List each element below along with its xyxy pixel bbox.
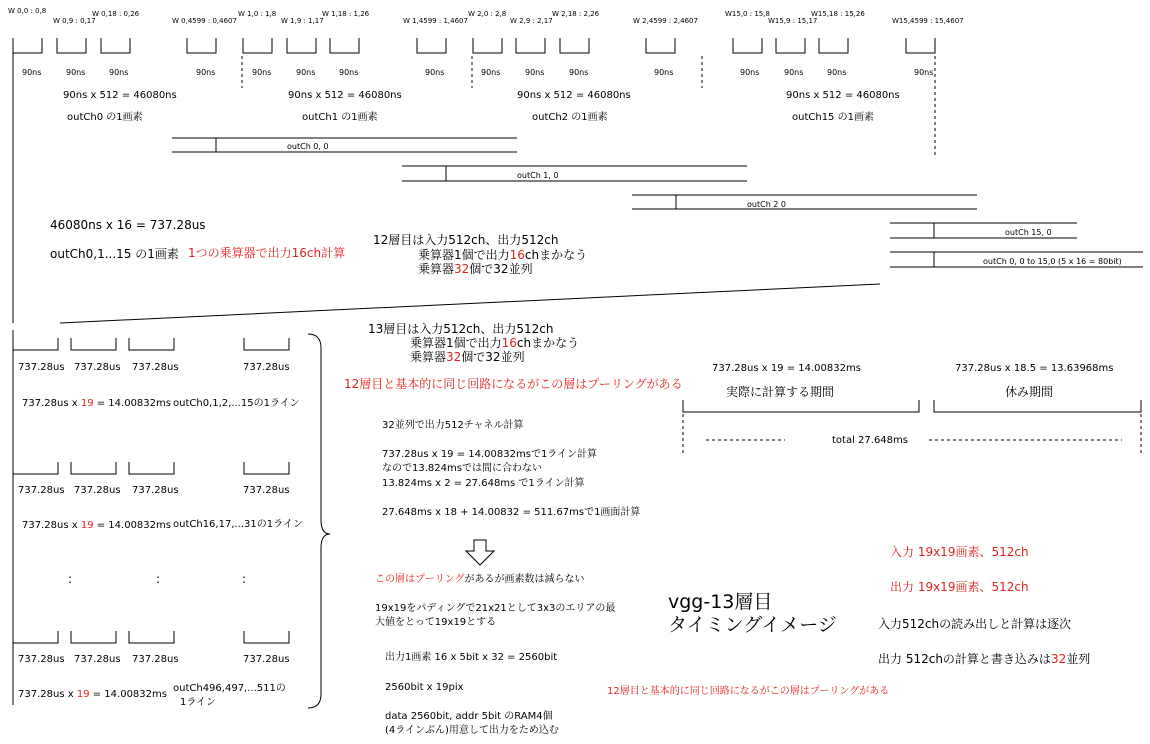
ellipsis-dots: :: [242, 572, 247, 586]
diagram-title-line-2: タイミングイメージ: [668, 614, 837, 636]
ns-label: 90ns: [296, 68, 316, 77]
output-parallel: 出力 512chの計算と書き込みは32並列: [878, 652, 1091, 666]
us-bracket: [13, 631, 58, 643]
rest-period: [934, 400, 1141, 412]
word-bracket: [243, 38, 272, 53]
layer13-line3: 乗算器32個で32並列: [410, 350, 525, 364]
compute-time: 737.28us x 19 = 14.00832ms: [712, 363, 861, 374]
us-bracket: [13, 462, 58, 474]
word-bracket: [473, 38, 502, 53]
ns-label: 90ns: [66, 68, 86, 77]
input-seq: 入力512chの読み出しと計算は逐次: [878, 617, 1072, 631]
bar-label: outCh 0, 0 to 15,0 (5 x 16 = 80bit): [983, 257, 1122, 266]
ram-line-1: data 2560bit, addr 5bit のRAM4個: [385, 711, 553, 722]
brace: [308, 334, 330, 708]
word-bracket: [516, 38, 545, 53]
one-pixel-label: outCh0,1...15 の1画素: [50, 247, 179, 261]
line-label: outCh0,1,2,...15の1ライン: [173, 398, 300, 409]
ns-label: 90ns: [481, 68, 501, 77]
pixel-label: outCh2 の1画素: [532, 112, 608, 123]
word-bracket: [417, 38, 446, 53]
calc-line-2: なので13.824msでは間に合わない: [382, 463, 542, 474]
rest-label: 休み期間: [1005, 385, 1054, 399]
same-circuit-note: 12層目と基本的に同じ回路になるがこの層はプーリングがある: [344, 377, 683, 391]
line-formula: 737.28us x 19 = 14.00832ms: [22, 520, 171, 531]
word-label: W15,18 : 15,26: [811, 10, 865, 18]
multiplier-note: 1つの乗算器で出力16ch計算: [188, 246, 346, 260]
us-label: 737.28us: [18, 362, 65, 373]
output-spec: 出力 19x19画素、512ch: [890, 580, 1029, 594]
layer12-line1: 12層目は入力512ch、出力512ch: [373, 233, 559, 247]
ellipsis-dots: :: [68, 572, 73, 586]
ns-label: 90ns: [425, 68, 445, 77]
word-label: W 1,9 : 1,17: [281, 17, 324, 25]
us-label: 737.28us: [18, 485, 65, 496]
us-label: 737.28us: [243, 362, 290, 373]
us-bracket: [129, 338, 174, 350]
layer12-line2: 乗算器1個で出力16chまかなう: [418, 248, 588, 262]
us-label: 737.28us: [132, 654, 179, 665]
line-label: outCh496,497,...511の: [173, 683, 286, 694]
ram-line-2: (4ラインぶん)用意して出力をため込む: [385, 725, 559, 736]
ns-label: 90ns: [784, 68, 804, 77]
word-bracket: [13, 38, 42, 53]
us-label: 737.28us: [18, 654, 65, 665]
word-label: W15,9 : 15,17: [768, 17, 818, 25]
us-label: 737.28us: [74, 654, 121, 665]
parallel-calc: 32並列で出力512チャネル計算: [382, 420, 524, 431]
ns-label: 90ns: [339, 68, 359, 77]
word-bracket: [330, 38, 359, 53]
line-label: 1ライン: [180, 697, 217, 708]
ns-label: 90ns: [654, 68, 674, 77]
word-label: W 1,0 : 1,8: [238, 10, 277, 18]
word-label: W15,0 : 15,8: [725, 10, 770, 18]
word-label: W 2,0 : 2,8: [468, 10, 507, 18]
bar-label: outCh 15, 0: [1005, 228, 1052, 237]
diagram-title-line-1: vgg-13層目: [668, 591, 773, 613]
line-formula: 737.28us x 19 = 14.00832ms: [22, 398, 171, 409]
word-bracket: [57, 38, 86, 53]
us-label: 737.28us: [132, 485, 179, 496]
us-bracket: [71, 338, 116, 350]
line-formula: 737.28us x 19 = 14.00832ms: [18, 689, 167, 700]
total-time-right: total 27.648ms: [832, 435, 908, 446]
output-pixel: 出力1画素 16 x 5bit x 32 = 2560bit: [385, 652, 558, 663]
padding-line-1: 19x19をパディングで21x21として3x3のエリアの最: [375, 603, 616, 614]
word-label: W 0,9 : 0,17: [53, 17, 96, 25]
input-spec: 入力 19x19画素、512ch: [890, 545, 1029, 559]
rest-time: 737.28us x 18.5 = 13.63968ms: [955, 363, 1114, 374]
word-bracket: [906, 38, 935, 53]
us-label: 737.28us: [243, 654, 290, 665]
frame-calc: 27.648ms x 18 + 14.00832 = 511.67msで1画面計算: [382, 507, 641, 518]
bottom-note: 12層目と基本的に同じ回路になるがこの層はプーリングがある: [607, 686, 890, 697]
ns-label: 90ns: [22, 68, 42, 77]
mult-label: 90ns x 512 = 46080ns: [288, 90, 402, 101]
layer12-line3: 乗算器32個で32並列: [418, 262, 533, 276]
calc-line-3: 13.824ms x 2 = 27.648ms で1ライン計算: [382, 478, 585, 489]
word-label: W 0,4599 : 0,4607: [172, 17, 237, 25]
bar-label: outCh 1, 0: [517, 171, 559, 180]
line-label: outCh16,17,...31の1ライン: [173, 519, 303, 530]
ns-label: 90ns: [109, 68, 129, 77]
down-arrow: [466, 540, 494, 565]
ns-label: 90ns: [740, 68, 760, 77]
us-label: 737.28us: [132, 362, 179, 373]
outch-bar: [632, 195, 977, 209]
us-bracket: [13, 338, 58, 350]
word-label: W 1,4599 : 1,4607: [403, 17, 468, 25]
us-bracket: [244, 338, 289, 350]
mult-label: 90ns x 512 = 46080ns: [517, 90, 631, 101]
word-bracket: [287, 38, 316, 53]
us-label: 737.28us: [74, 485, 121, 496]
us-bracket: [71, 462, 116, 474]
outch-bar: [172, 138, 517, 152]
word-bracket: [646, 38, 675, 53]
word-label: W 0,0 : 0,8: [8, 7, 47, 15]
pixel-label: outCh1 の1画素: [302, 112, 378, 123]
word-bracket: [776, 38, 805, 53]
calc-line-1: 737.28us x 19 = 14.00832msで1ライン計算: [382, 449, 598, 460]
word-bracket: [101, 38, 130, 53]
us-bracket: [244, 462, 289, 474]
ns-label: 90ns: [196, 68, 216, 77]
word-bracket: [733, 38, 762, 53]
pixel-label: outCh15 の1画素: [792, 112, 874, 123]
word-bracket: [560, 38, 589, 53]
word-label: W 2,4599 : 2,4607: [633, 17, 698, 25]
compute-label: 実際に計算する期間: [726, 385, 835, 399]
ns-label: 90ns: [569, 68, 589, 77]
mult-label: 90ns x 512 = 46080ns: [63, 90, 177, 101]
us-bracket: [129, 631, 174, 643]
ns-label: 90ns: [827, 68, 847, 77]
pixel-label: outCh0 の1画素: [67, 112, 143, 123]
word-label: W 2,9 : 2,17: [510, 17, 553, 25]
ellipsis-dots: :: [156, 572, 161, 586]
bar-label: outCh 2 0: [747, 200, 787, 209]
ns-label: 90ns: [525, 68, 545, 77]
outch-bar: [402, 166, 747, 181]
word-label: W 2,18 : 2,26: [552, 10, 600, 18]
ns-label: 90ns: [252, 68, 272, 77]
us-label: 737.28us: [243, 485, 290, 496]
word-label: W15,4599 : 15,4607: [892, 17, 964, 25]
ns-label: 90ns: [914, 68, 934, 77]
pool-note: この層はプーリングがあるが画素数は減らない: [375, 574, 585, 585]
us-bracket: [129, 462, 174, 474]
layer13-line1: 13層目は入力512ch、出力512ch: [368, 322, 554, 336]
us-label: 737.28us: [74, 362, 121, 373]
word-label: W 1,18 : 1,26: [322, 10, 370, 18]
mult-label: 90ns x 512 = 46080ns: [786, 90, 900, 101]
word-label: W 0,18 : 0,26: [92, 10, 140, 18]
padding-line-2: 大値をとって19x19とする: [375, 617, 497, 628]
us-bracket: [71, 631, 116, 643]
bit-pix: 2560bit x 19pix: [385, 682, 464, 693]
layer13-line2: 乗算器1個で出力16chまかなう: [410, 336, 580, 350]
us-bracket: [244, 631, 289, 643]
zoom-line: [60, 284, 880, 323]
bar-label: outCh 0, 0: [287, 142, 329, 151]
compute-period: [683, 400, 919, 412]
word-bracket: [819, 38, 848, 53]
total-time: 46080ns x 16 = 737.28us: [50, 218, 206, 232]
word-bracket: [187, 38, 216, 53]
